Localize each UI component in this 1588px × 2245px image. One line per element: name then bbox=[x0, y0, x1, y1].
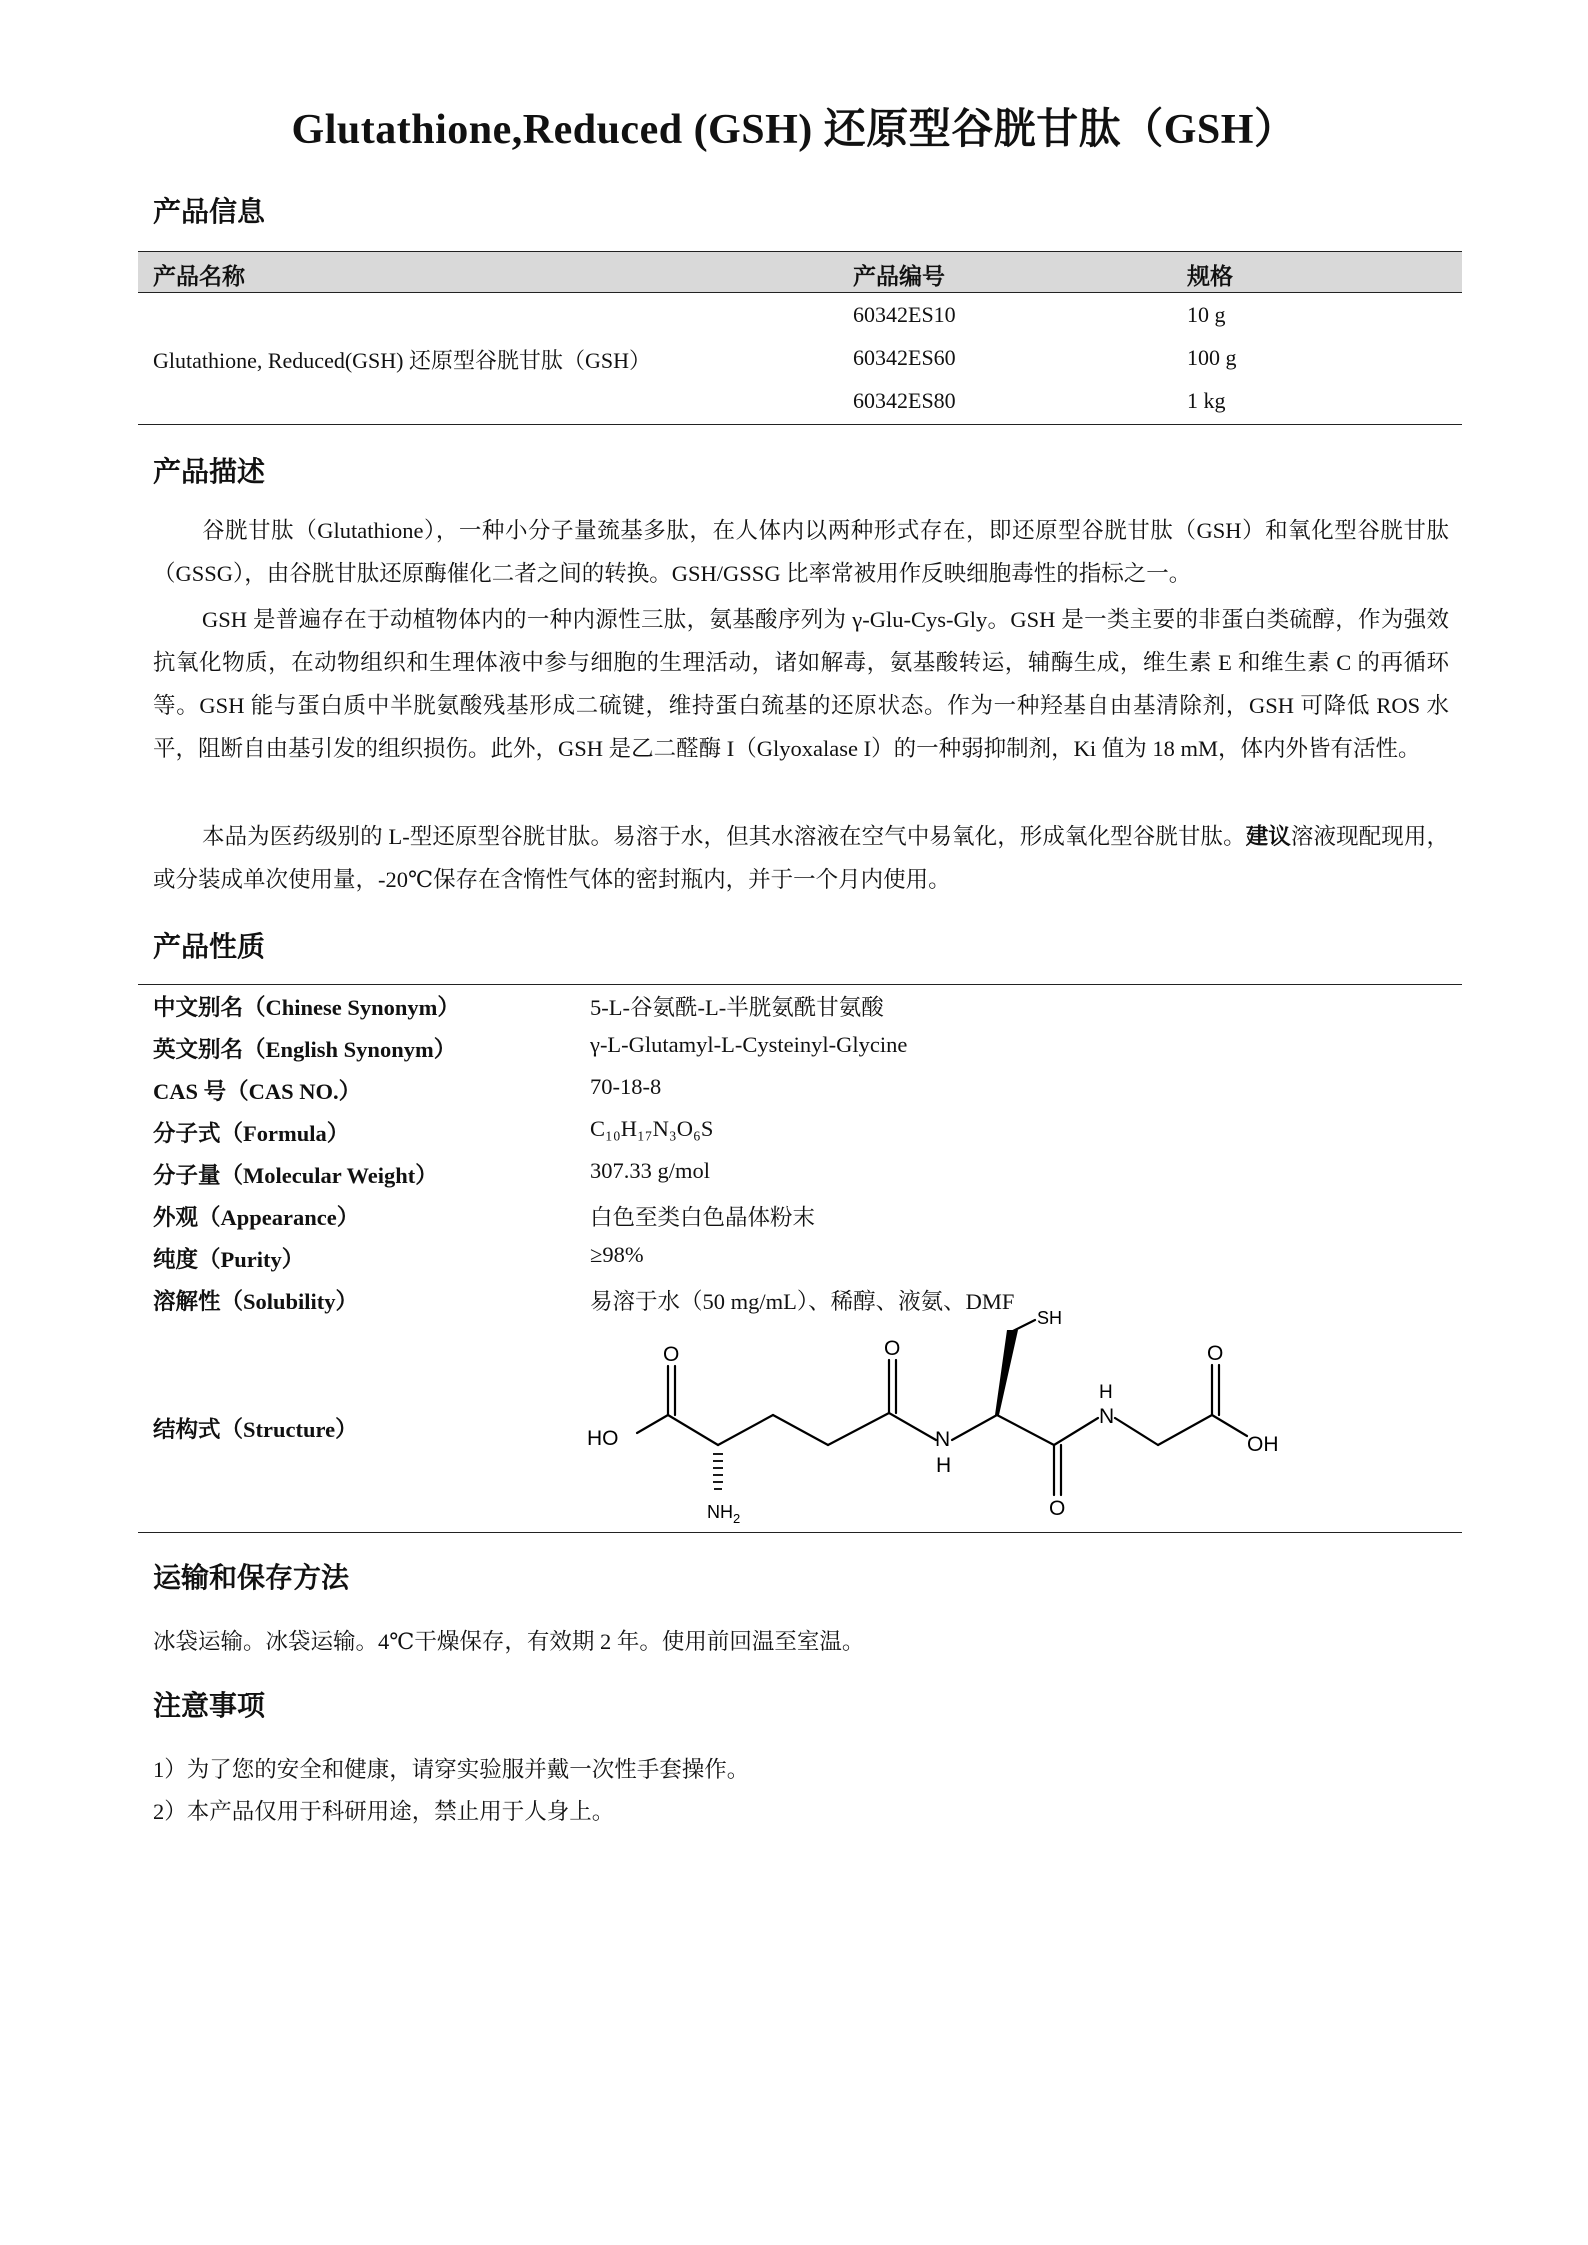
atom-hydrogen: H bbox=[936, 1454, 952, 1477]
property-value: 70-18-8 bbox=[590, 1074, 662, 1099]
product-code-cell: 60342ES10 bbox=[853, 302, 956, 327]
property-value: 5-L-谷氨酰-L-半胱氨酰甘氨酸 bbox=[590, 995, 884, 1020]
atom-oxygen: O bbox=[663, 1343, 680, 1366]
property-label: 中文别名（Chinese Synonym） bbox=[153, 995, 460, 1020]
paragraph-3-text-end: 溶液现配现用，或分装成单次使用量，-20℃保存在含惰性气体的密封瓶内，并于一个月内使用。 bbox=[153, 824, 1449, 892]
section-heading-description: 产品描述 bbox=[153, 457, 266, 488]
atom-hydrogen: H bbox=[1099, 1382, 1113, 1403]
header-size: 规格 bbox=[1187, 264, 1233, 289]
storage-text: 冰袋运输。冰袋运输。4℃干燥保存，有效期 2 年。使用前回温至室温。 bbox=[153, 1629, 865, 1654]
section-heading-storage: 运输和保存方法 bbox=[153, 1563, 350, 1594]
header-product-name: 产品名称 bbox=[153, 264, 245, 289]
atom-oxygen: O bbox=[1207, 1342, 1224, 1365]
note-item: 1）为了您的安全和健康，请穿实验服并戴一次性手套操作。 bbox=[153, 1757, 750, 1782]
product-size-cell: 100 g bbox=[1187, 345, 1237, 370]
document-title: Glutathione,Reduced (GSH) 还原型谷胱甘肽（GSH） bbox=[291, 107, 1297, 153]
atom-amine: NH bbox=[707, 1502, 733, 1522]
atom-hydroxyl: OH bbox=[1247, 1433, 1279, 1456]
atom-amine-subscript: 2 bbox=[733, 1511, 741, 1526]
description-paragraph-3 bbox=[153, 815, 1449, 901]
property-label: 英文别名（English Synonym） bbox=[153, 1037, 457, 1062]
property-value: 307.33 g/mol bbox=[590, 1158, 711, 1183]
paragraph-3-emphasis: 建议 bbox=[1245, 824, 1291, 849]
property-label: 分子式（Formula） bbox=[153, 1121, 350, 1146]
property-label: CAS 号（CAS NO.） bbox=[153, 1079, 362, 1104]
section-heading-notes: 注意事项 bbox=[153, 1691, 266, 1722]
property-label: 纯度（Purity） bbox=[153, 1247, 305, 1272]
section-heading-product-info: 产品信息 bbox=[153, 197, 266, 228]
table-bottom-rule bbox=[138, 424, 1462, 425]
product-name-cell: Glutathione, Reduced(GSH) 还原型谷胱甘肽（GSH） bbox=[153, 348, 652, 373]
product-code-cell: 60342ES60 bbox=[853, 345, 956, 370]
property-value: γ-L-Glutamyl-L-Cysteinyl-Glycine bbox=[590, 1032, 908, 1057]
paragraph-3-text: 本品为医药级别的 L-型还原型谷胱甘肽。易溶于水，但其水溶液在空气中易氧化，形成氧化型谷胱甘肽。 bbox=[202, 824, 1246, 849]
properties-bottom-rule bbox=[138, 1532, 1462, 1533]
property-label: 溶解性（Solubility） bbox=[153, 1289, 359, 1314]
properties-top-rule bbox=[138, 984, 1462, 985]
product-size-cell: 1 kg bbox=[1187, 388, 1226, 413]
header-product-code: 产品编号 bbox=[853, 264, 945, 289]
property-value: 易溶于水（50 mg/mL）、稀醇、液氨、DMF bbox=[590, 1289, 1015, 1314]
description-paragraph-2: GSH 是普遍存在于动植物体内的一种内源性三肽，氨基酸序列为 γ-Glu-Cys-Gly。GSH 是一类主要的非蛋白类硫醇，作为强效抗氧化物质，在动物组织和生理体液中参与细胞的生理活动，诸如解毒，氨基酸转运，辅酶生成，维生素 E 和维生素 C 的再循环等。GSH 能与蛋白质中半胱氨酸残基形成二硫键，维持蛋白巯基的还原状态。作为一种羟基自由基清除剂，GSH 可降低 ROS 水平，阻断自由基引发的组织损伤。此外，GSH 是乙二醛酶 I（Glyoxalase I）的一种弱抑制剂，Ki 值为 18 mM，体内外皆有活性。 bbox=[153, 607, 1449, 761]
section-heading-properties: 产品性质 bbox=[153, 932, 266, 963]
atom-thiol: SH bbox=[1037, 1308, 1063, 1328]
property-label: 分子量（Molecular Weight） bbox=[153, 1163, 438, 1188]
property-value: 白色至类白色晶体粉末 bbox=[590, 1205, 816, 1230]
atom-hydroxyl: HO bbox=[587, 1427, 619, 1450]
atom-oxygen: O bbox=[1049, 1497, 1066, 1520]
atom-nitrogen: N bbox=[935, 1428, 951, 1451]
atom-nitrogen: N bbox=[1099, 1405, 1115, 1428]
glutathione-structure-diagram bbox=[575, 1308, 1315, 1533]
product-table-header bbox=[138, 251, 1462, 293]
product-size-cell: 10 g bbox=[1187, 302, 1226, 327]
atom-oxygen: O bbox=[884, 1337, 901, 1360]
product-code-cell: 60342ES80 bbox=[853, 388, 956, 413]
description-paragraph-1: 谷胱甘肽（Glutathione），一种小分子量巯基多肽，在人体内以两种形式存在，即还原型谷胱甘肽（GSH）和氧化型谷胱甘肽（GSSG），由谷胱甘肽还原酶催化二者之间的转换。GSH/GSSG 比率常被用作反映细胞毒性的指标之一。 bbox=[153, 518, 1449, 586]
property-label: 外观（Appearance） bbox=[153, 1205, 360, 1230]
property-value-formula: C₁₀H₁₇N₃O₆S bbox=[590, 1116, 714, 1141]
note-item: 2）本产品仅用于科研用途，禁止用于人身上。 bbox=[153, 1799, 615, 1824]
structure-label: 结构式（Structure） bbox=[153, 1417, 358, 1442]
property-value: ≥98% bbox=[590, 1242, 644, 1267]
